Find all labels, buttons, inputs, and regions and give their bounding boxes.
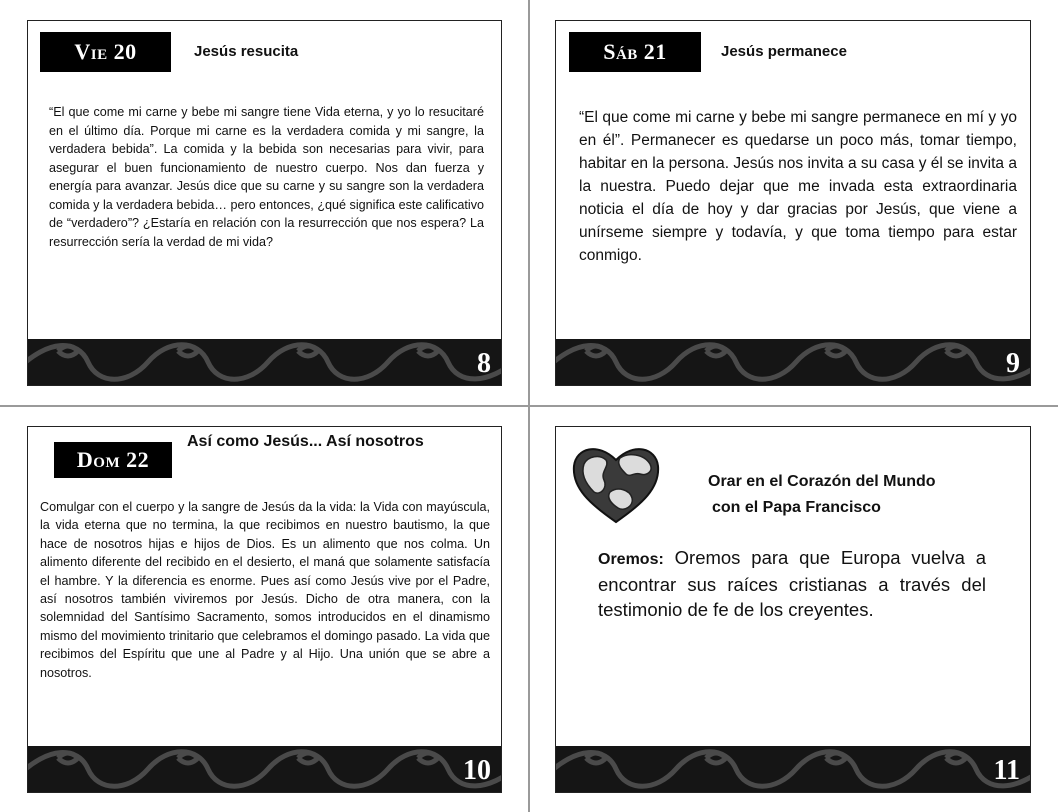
day-badge: Vie 20 xyxy=(40,32,171,72)
card-body: “El que come mi carne y bebe mi sangre permanece en mí y yo en él”. Permanecer es quedarse un poco más, tomar tiempo, habitar en la persona. Jesús nos invita a su casa y él se invita a la nuestra. Puedo dejar que me invada esta extraordinaria noticia el día de hoy y dar gracias por Jesús, que viene a unírseme siempre y todavía, y que toma tiempo para estar conmigo. xyxy=(579,109,1017,264)
prayer-label: Oremos: xyxy=(598,551,664,568)
day-badge: Dom 22 xyxy=(54,442,172,478)
ornament-pattern xyxy=(556,746,1031,792)
horizontal-fold-line xyxy=(0,405,1058,407)
card-sabado-21 xyxy=(555,20,1031,386)
page-number: 10 xyxy=(463,755,491,786)
page-number: 8 xyxy=(477,348,491,379)
prayer-intention xyxy=(598,545,986,622)
page-number: 11 xyxy=(993,755,1020,786)
card-title: Así como Jesús... Así nosotros xyxy=(187,433,424,450)
heading-line-2: con el Papa Francisco xyxy=(712,499,881,516)
globe-heart-icon xyxy=(570,442,662,524)
ornament-band xyxy=(28,746,501,792)
ornament-band xyxy=(556,339,1030,385)
card-title: Jesús permanece xyxy=(721,43,847,60)
card-body: Comulgar con el cuerpo y la sangre de Jesús da la vida: la Vida con mayúscula, la vida eterna que no termina, la que recibimos en nuestro bautismo, la que hace de nosotros hijas e hijos de Dios. Es un alimento que nos colma. Un alimento diferente del recibido en el desierto, el maná que solamente satisfacía el hambre. Y la diferencia es enorme. Pues así como Jesús vive por el Padre, así nosotros también viviremos por Jesús. Dicho de otra manera, con la solemnidad del Santísimo Sacramento, somos introducidos en el dinamismo mismo del movimiento trinitario que celebramos el domingo pasado. La vida que recibimos del Espíritu que une al Padre y al Hijo. Una unión que se abre a nosotros. xyxy=(40,500,490,680)
card-viernes-20 xyxy=(27,20,502,386)
card-domingo-22 xyxy=(27,426,502,793)
ornament-band xyxy=(28,339,501,385)
heading-line-1: Orar en el Corazón del Mundo xyxy=(708,473,936,490)
page-number: 9 xyxy=(1006,348,1020,379)
ornament-band xyxy=(556,746,1030,792)
prayer-text: Oremos para que Europa vuelva a encontrar sus raíces cristianas a través del testimonio de fe de los creyentes. xyxy=(598,547,986,620)
ornament-pattern xyxy=(556,339,1031,385)
card-title: Jesús resucita xyxy=(194,43,299,60)
day-badge: Sáb 21 xyxy=(569,32,701,72)
card-oracion xyxy=(555,426,1031,793)
card-body: “El que come mi carne y bebe mi sangre tiene Vida eterna, y yo lo resucitaré en el último día. Porque mi carne es la verdadera comida y mi sangre, la verdadera bebida”. La comida y la bebida son necesarias para vivir, para asegurar el buen funcionamiento de nuestro cuerpo. Nos dan fuerza y energía para avanzar. Jesús dice que su carne y su sangre son la verdadera comida y la verdadera bebida… pero entonces, ¿qué significa este calificativo de “verdadero”? ¿Estaría en relación con la resurrección que nos espera? La resurrección sería la verdad de mi vida? xyxy=(49,105,484,249)
ornament-pattern xyxy=(28,339,502,385)
ornament-pattern xyxy=(28,746,502,792)
